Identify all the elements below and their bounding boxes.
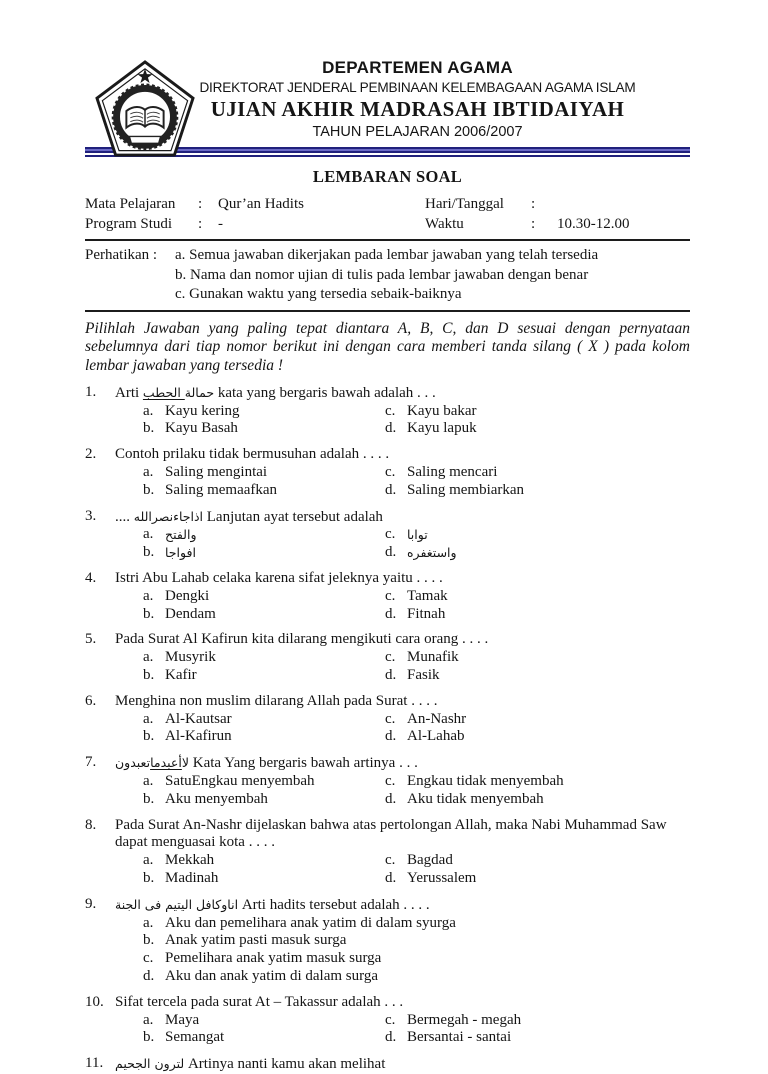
option-letter: a. — [143, 710, 154, 727]
meta-label: Waktu — [425, 215, 464, 232]
question-number: 8. — [85, 816, 97, 833]
question-body — [115, 446, 690, 499]
option-text: SatuEngkau menyembah — [165, 773, 315, 790]
question-body — [115, 631, 690, 684]
option-letter: a. — [143, 587, 154, 604]
question-number: 1. — [85, 383, 97, 400]
separator-rule-top — [85, 239, 690, 241]
answer-option — [385, 482, 690, 500]
option-text: Al-Kafirun — [165, 728, 232, 745]
answer-option — [143, 667, 385, 685]
meta-row-date — [425, 195, 690, 215]
meta-value: Qur’an Hadits — [218, 196, 304, 212]
answer-options — [143, 773, 690, 809]
answer-option — [385, 526, 690, 544]
arabic-text-segment: أعبدما — [150, 755, 182, 771]
option-letter: a. — [143, 914, 154, 931]
option-letter: c. — [385, 852, 396, 869]
option-text: افواجا — [165, 545, 196, 561]
option-text: Maya — [165, 1011, 200, 1028]
option-letter: b. — [143, 932, 155, 949]
answer-option — [143, 852, 385, 870]
answer-option — [143, 932, 690, 950]
question-text-segment: Lanjutan ayat tersebut adalah — [203, 508, 383, 525]
question-text-segment: Artinya nanti kamu akan melihat — [184, 1056, 386, 1073]
option-text: An-Nashr — [407, 710, 467, 727]
option-letter: d. — [385, 870, 397, 887]
question-number: 6. — [85, 692, 97, 709]
question-body — [115, 693, 690, 746]
answer-option — [143, 791, 385, 809]
option-text: Aku menyembah — [165, 790, 268, 807]
question-list — [85, 384, 690, 1074]
option-letter: c. — [385, 710, 396, 727]
meta-colon: : — [198, 196, 203, 212]
option-text: واستغفره — [407, 545, 457, 561]
option-letter: b. — [143, 544, 155, 561]
question-number: 2. — [85, 446, 97, 463]
question — [85, 446, 690, 499]
question-body — [115, 754, 690, 808]
option-letter: a. — [143, 773, 154, 790]
question — [85, 994, 690, 1047]
option-letter: d. — [385, 790, 397, 807]
option-text: Kayu lapuk — [407, 420, 477, 437]
meta-row-subject — [85, 195, 425, 215]
answer-option — [385, 791, 690, 809]
attention-item: a. Semua jawaban dikerjakan pada lembar jawaban yang telah tersedia — [175, 247, 599, 263]
question — [85, 1055, 690, 1074]
option-text: Engkau tidak menyembah — [407, 773, 564, 790]
meta-left-column — [85, 195, 425, 234]
option-text: Saling membiarkan — [407, 481, 525, 498]
option-text: Anak yatim pasti masuk surga — [165, 932, 347, 949]
answer-option — [143, 544, 385, 562]
question-body — [115, 1055, 690, 1074]
exam-title: UJIAN AKHIR MADRASAH IBTIDAIYAH — [210, 97, 625, 121]
option-letter: d. — [385, 420, 397, 437]
attention-label: Perhatikan : — [85, 247, 158, 263]
answer-option — [385, 544, 690, 562]
answer-option — [385, 728, 690, 746]
option-letter: c. — [385, 587, 396, 604]
question-row — [85, 446, 690, 499]
answer-option — [143, 464, 385, 482]
question-number: 3. — [85, 507, 97, 524]
question-row — [85, 896, 690, 986]
answer-options — [143, 649, 690, 685]
meta-label: Hari/Tanggal — [425, 196, 504, 212]
option-text: Al-Kautsar — [165, 710, 232, 727]
document-header — [85, 58, 690, 157]
question-number: 7. — [85, 754, 97, 771]
answer-options — [143, 711, 690, 747]
arabic-text-segment: اذاجاءنصرالله — [133, 508, 204, 524]
question-text-segment: Arti hadits tersebut adalah . . . . — [238, 896, 430, 913]
instruction-paragraph: Pilihlah Jawaban yang paling tepat diantara A, B, C, dan D sesuai dengan pernyataan sebelumnya dari tiap nomor berikut ini dengan cara memberi tanda silang ( X ) pada kolom lembar jawaban yang tersedia ! — [85, 319, 690, 375]
exam-meta — [85, 195, 690, 234]
option-letter: d. — [385, 1029, 397, 1046]
question-text-segment: Contoh prilaku tidak bermusuhan adalah . . . . — [115, 446, 390, 463]
answer-option — [385, 1012, 690, 1030]
question-text-segment: Kata Yang bergaris bawah artinya . . . — [188, 755, 418, 772]
directorate-name: DIREKTORAT JENDERAL PEMBINAAN KELEMBAGAAN AGAMA ISLAM — [199, 80, 636, 95]
option-text: Fasik — [407, 667, 440, 684]
option-text: Kayu kering — [165, 402, 240, 419]
question-row — [85, 631, 690, 684]
option-letter: d. — [385, 605, 397, 622]
option-letter: d. — [385, 667, 397, 684]
option-text: Saling memaafkan — [165, 481, 278, 498]
question-row — [85, 1055, 690, 1074]
question-row — [85, 994, 690, 1047]
option-letter: d. — [385, 728, 397, 745]
question-number: 11. — [85, 1055, 104, 1072]
option-letter: d. — [385, 544, 397, 561]
question-text — [115, 446, 690, 464]
question-text-segment: Istri Abu Lahab celaka karena sifat jeleknya yaitu . . . . — [115, 570, 443, 587]
option-text: Aku dan pemelihara anak yatim di dalam syurga — [165, 914, 456, 931]
answer-options — [143, 852, 690, 888]
question-body — [115, 817, 690, 888]
question-text — [115, 631, 690, 649]
attention-item: c. Gunakan waktu yang tersedia sebaik-baiknya — [175, 286, 462, 302]
answer-option — [385, 870, 690, 888]
answer-option — [385, 1029, 690, 1047]
arabic-text-segment: تعبدون — [115, 755, 151, 771]
school-year: TAHUN PELAJARAN 2006/2007 — [312, 124, 523, 140]
answer-option — [143, 649, 385, 667]
answer-option — [385, 667, 690, 685]
option-text: Fitnah — [407, 605, 446, 622]
answer-options — [143, 526, 690, 562]
answer-option — [143, 773, 385, 791]
question — [85, 508, 690, 562]
question-body — [115, 508, 690, 562]
answer-option — [385, 588, 690, 606]
question — [85, 754, 690, 808]
answer-option — [143, 1012, 385, 1030]
option-text: Yerussalem — [407, 870, 477, 887]
option-text: Mekkah — [165, 852, 215, 869]
question-row — [85, 817, 690, 888]
answer-option — [385, 606, 690, 624]
question — [85, 631, 690, 684]
option-letter: a. — [143, 649, 154, 666]
option-letter: d. — [143, 968, 155, 984]
question-body — [115, 570, 690, 623]
meta-value: - — [218, 215, 223, 232]
arabic-text-segment: اناوكافل اليتيم فى الجنة — [115, 896, 239, 912]
option-text: Kafir — [165, 667, 197, 684]
question-text-segment: Arti — [115, 384, 143, 401]
answer-option — [143, 968, 690, 986]
option-letter: a. — [143, 464, 154, 481]
question-row — [85, 570, 690, 623]
answer-option — [385, 403, 690, 421]
meta-label: Program Studi — [85, 215, 173, 232]
question-text — [115, 384, 690, 403]
question-body — [115, 384, 690, 438]
answer-option — [143, 526, 385, 544]
question-text — [115, 994, 690, 1012]
answer-option — [143, 420, 385, 438]
question — [85, 384, 690, 438]
option-text: Aku tidak menyembah — [407, 790, 544, 807]
option-letter: a. — [143, 1011, 154, 1028]
option-text: توابا — [407, 527, 428, 543]
option-letter: c. — [385, 402, 396, 419]
option-letter: c. — [385, 649, 396, 666]
option-letter: b. — [143, 420, 155, 437]
question-text — [115, 817, 690, 853]
option-letter: b. — [143, 790, 155, 807]
question-text-segment: Sifat tercela pada surat At – Takassur adalah . . . — [115, 993, 404, 1010]
question — [85, 693, 690, 746]
option-text: Saling mengintai — [165, 464, 268, 481]
answer-option — [143, 588, 385, 606]
answer-option — [143, 728, 385, 746]
question-text — [115, 570, 690, 588]
option-text: Musyrik — [165, 649, 216, 666]
question-text — [115, 754, 690, 773]
option-text: Bermegah - megah — [407, 1011, 522, 1028]
question-body — [115, 994, 690, 1047]
option-text: Bagdad — [407, 852, 453, 869]
question-number: 4. — [85, 570, 97, 587]
option-text: Kayu bakar — [407, 402, 477, 419]
option-text: Kayu Basah — [165, 420, 238, 437]
answer-option — [143, 403, 385, 421]
option-text: Munafik — [407, 649, 459, 666]
question-text-segment: Pada Surat An-Nashr dijelaskan bahwa atas pertolongan Allah, maka Nabi Muhammad Saw dapat menguasai kota . . . . — [115, 816, 667, 851]
answer-option — [143, 950, 690, 968]
option-text: Dengki — [165, 587, 210, 604]
sheet-title: LEMBARAN SOAL — [312, 167, 463, 186]
option-letter: c. — [385, 1011, 396, 1028]
question-row — [85, 384, 690, 438]
department-name: DEPARTEMEN AGAMA — [322, 58, 513, 77]
option-letter: b. — [143, 1029, 155, 1046]
answer-options — [143, 915, 690, 986]
option-text: Al-Lahab — [407, 728, 465, 745]
answer-option — [143, 1029, 385, 1047]
answer-option — [143, 870, 385, 888]
answer-option — [385, 711, 690, 729]
meta-colon: : — [531, 215, 536, 232]
emblem-graphic — [93, 60, 197, 158]
arabic-text-segment: لا — [181, 755, 189, 771]
answer-options — [143, 588, 690, 624]
meta-label: Mata Pelajaran — [85, 196, 176, 212]
question-text-segment: kata yang bergaris bawah adalah . . . — [214, 384, 436, 401]
question-body — [115, 896, 690, 986]
answer-options — [143, 1012, 690, 1048]
question-text-segment: Menghina non muslim dilarang Allah pada Surat . . . . — [115, 692, 438, 709]
question-text — [115, 1055, 690, 1074]
option-letter: b. — [143, 870, 155, 887]
option-letter: b. — [143, 728, 155, 745]
answer-option — [385, 649, 690, 667]
question-text-segment: Pada Surat Al Kafirun kita dilarang mengikuti cara orang . . . . — [115, 631, 489, 648]
attention-items — [175, 246, 690, 305]
question-text — [115, 693, 690, 711]
question-number: 9. — [85, 895, 97, 912]
question-text — [115, 896, 690, 915]
arabic-text-segment: الحطب — [142, 384, 185, 400]
option-letter: a. — [143, 852, 154, 869]
option-letter: a. — [143, 526, 154, 543]
option-text: Pemelihara anak yatim masuk surga — [165, 950, 382, 967]
answer-options — [143, 403, 690, 439]
option-text: Semangat — [165, 1029, 225, 1046]
arabic-text-segment: حمالة — [184, 384, 215, 400]
answer-option — [143, 915, 690, 933]
meta-row-time — [425, 215, 690, 235]
option-letter: a. — [143, 402, 154, 419]
option-letter: c. — [143, 950, 154, 967]
meta-row-program — [85, 215, 425, 235]
departemen-agama-logo-icon — [93, 60, 197, 163]
answer-option — [143, 482, 385, 500]
question — [85, 817, 690, 888]
question-row — [85, 508, 690, 562]
option-letter: d. — [385, 481, 397, 498]
question — [85, 570, 690, 623]
question-text — [115, 508, 690, 527]
answer-option — [385, 420, 690, 438]
option-text: Tamak — [407, 587, 448, 604]
question-row — [85, 754, 690, 808]
attention-item: b. Nama dan nomor ujian di tulis pada lembar jawaban dengan benar — [175, 266, 589, 283]
option-letter: b. — [143, 667, 155, 684]
option-text: Madinah — [165, 870, 219, 887]
answer-option — [385, 773, 690, 791]
separator-rule-bottom — [85, 310, 690, 312]
meta-right-column — [425, 195, 690, 234]
question-row — [85, 693, 690, 746]
answer-option — [385, 852, 690, 870]
answer-option — [385, 464, 690, 482]
option-letter: b. — [143, 605, 155, 622]
option-text: Saling mencari — [407, 464, 498, 481]
meta-colon: : — [531, 196, 536, 212]
option-letter: c. — [385, 464, 396, 481]
answer-option — [143, 711, 385, 729]
arabic-text-segment: لترون الجحيم — [115, 1056, 185, 1072]
attention-section — [85, 243, 690, 308]
question — [85, 896, 690, 986]
option-text: والفتح — [165, 527, 197, 543]
option-text: Dendam — [165, 605, 216, 622]
option-text: Aku dan anak yatim di dalam surga — [165, 968, 379, 984]
option-letter: c. — [385, 773, 396, 790]
meta-value: 10.30-12.00 — [557, 215, 630, 232]
question-text-segment: .... — [115, 508, 134, 525]
option-text: Bersantai - santai — [407, 1029, 512, 1046]
meta-colon: : — [198, 215, 203, 232]
answer-option — [143, 606, 385, 624]
answer-options — [143, 464, 690, 500]
question-number: 10. — [85, 993, 104, 1010]
question-number: 5. — [85, 631, 97, 648]
option-letter: b. — [143, 481, 155, 498]
option-letter: c. — [385, 526, 396, 543]
